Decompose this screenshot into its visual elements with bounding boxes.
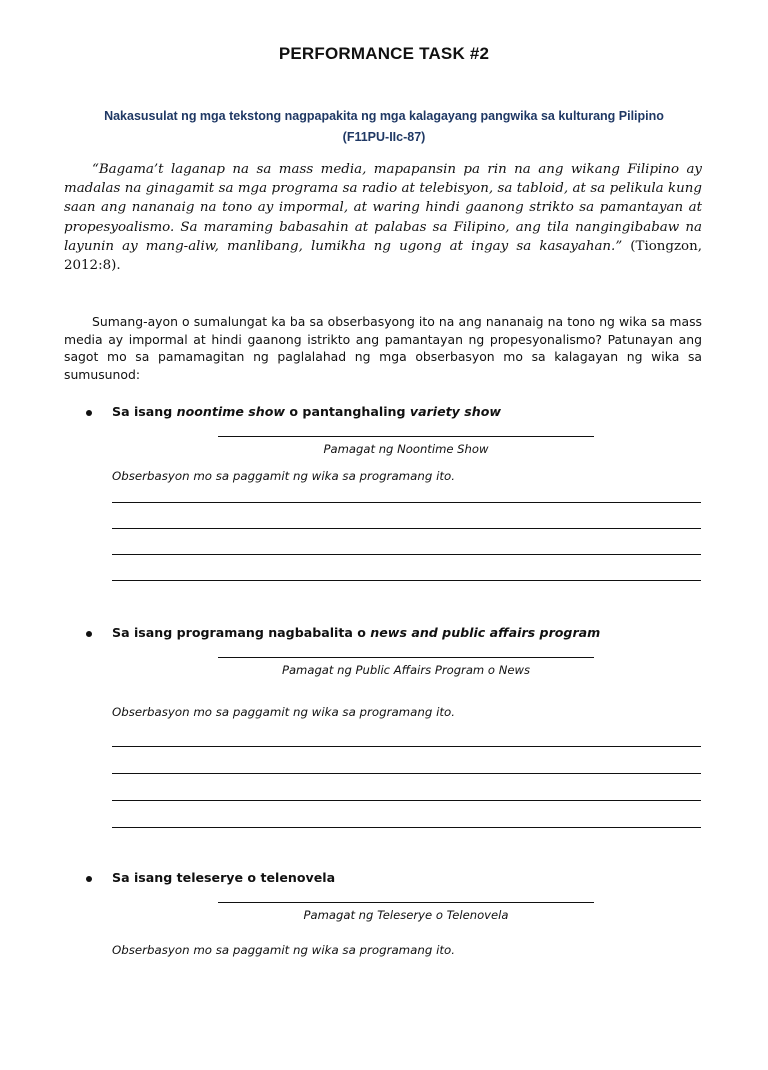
section-teleserye xyxy=(0,870,768,1070)
heading-text: o pantanghaling xyxy=(285,404,410,419)
program-title-caption: Pamagat ng Teleserye o Telenovela xyxy=(303,908,509,922)
program-title-caption: Pamagat ng Noontime Show xyxy=(323,442,489,456)
observation-label: Obserbasyon mo sa paggamit ng wika sa programang ito. xyxy=(112,943,455,957)
section-noontime-show xyxy=(0,404,768,604)
answer-line[interactable] xyxy=(112,580,701,581)
program-title-field[interactable] xyxy=(218,657,594,658)
answer-line[interactable] xyxy=(112,502,701,503)
bullet-icon xyxy=(86,410,92,416)
answer-line[interactable] xyxy=(112,827,701,828)
answer-line[interactable] xyxy=(112,773,701,774)
section-heading xyxy=(112,625,600,640)
quote-text: “Bagama’t laganap na sa mass media, mapapansin pa rin na ang wikang Filipino ay madalas na ginagamit sa mga programa sa radio at telebisyon, sa tabloid, at sa pelikula kung saan ang nananaig na tono ay impormal, at waring hindi gaanong strikto sa pamantayan at propesyoalismo. Sa maraming babasahin at palabas sa Filipino, ang tila nangingibabaw na layunin ay mang-aliw, manlibang, lumikha ng ugong at ingay sa kasayahan.” xyxy=(64,162,702,254)
answer-line[interactable] xyxy=(112,800,701,801)
section-heading xyxy=(112,404,501,419)
program-title-field[interactable] xyxy=(218,902,594,903)
task-instructions: Sumang-ayon o sumalungat ka ba sa obserbasyong ito na ang nananaig na tono ng wika sa mass media ay impormal at hindi gaanong istrikto ang pamantayan ng propesyonalismo? Patunayan ang sagot mo sa pamamagitan ng paglalahad ng mga obserbasyon mo sa kalagayan ng wika sa sumusunod: xyxy=(64,314,702,382)
quoted-passage xyxy=(64,160,702,275)
learning-objective xyxy=(60,106,708,148)
bullet-icon xyxy=(86,631,92,637)
answer-line[interactable] xyxy=(112,746,701,747)
quote-citation: (Tiongzon, 2012:8). xyxy=(64,238,702,274)
heading-emphasis: news and public affairs program xyxy=(370,625,601,640)
bullet-icon xyxy=(86,876,92,882)
page-title: PERFORMANCE TASK #2 xyxy=(278,44,490,63)
heading-emphasis: noontime show xyxy=(176,404,286,419)
observation-label: Obserbasyon mo sa paggamit ng wika sa programang ito. xyxy=(112,705,455,719)
section-news-program xyxy=(0,625,768,825)
program-title-caption: Pamagat ng Public Affairs Program o News xyxy=(281,663,531,677)
heading-text: Sa isang xyxy=(112,404,177,419)
heading-emphasis: variety show xyxy=(409,404,502,419)
objective-text: Nakasusulat ng mga tekstong nagpapakita ng mga kalagayang pangwika sa kulturang Pilipino xyxy=(104,109,664,123)
program-title-field[interactable] xyxy=(218,436,594,437)
heading-text: Sa isang programang nagbabalita o xyxy=(112,625,371,640)
answer-line[interactable] xyxy=(112,554,701,555)
observation-label: Obserbasyon mo sa paggamit ng wika sa programang ito. xyxy=(112,469,455,483)
section-heading: Sa isang teleserye o telenovela xyxy=(112,870,336,885)
answer-line[interactable] xyxy=(112,528,701,529)
objective-code: (F11PU-IIc-87) xyxy=(342,130,426,144)
